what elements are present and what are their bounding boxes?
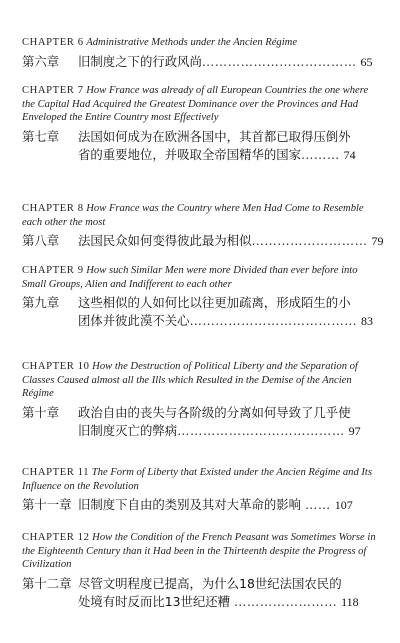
leader-dots: ……………………… — [251, 233, 368, 249]
chapter-label: CHAPTER 11 — [22, 467, 90, 478]
page-number: 118 — [341, 594, 359, 609]
chapter-label: CHAPTER 8 — [22, 203, 84, 214]
chapter-label: CHAPTER 7 — [22, 85, 84, 96]
chapter-label: CHAPTER 10 — [22, 361, 90, 372]
chapter-title-en: Administrative Methods under the Ancien Régime — [86, 37, 298, 48]
toc-entry-chapter-8[interactable] — [22, 202, 382, 250]
page-number: 97 — [348, 423, 361, 438]
chinese-heading — [22, 232, 382, 250]
chapter-number-zh: 第八章 — [22, 233, 60, 249]
chapter-number-zh: 第十一章 — [22, 497, 72, 513]
chinese-heading — [22, 294, 382, 330]
chapter-number-zh: 第十章 — [22, 404, 60, 420]
toc-entry-chapter-11[interactable] — [22, 466, 382, 514]
chapter-title-zh: 法国如何成为在欧洲各国中，其首都已取得压倒外 — [78, 128, 351, 144]
chapter-number-zh: 第七章 — [22, 128, 60, 144]
toc-entry-chapter-7[interactable] — [22, 84, 382, 164]
leader-dots: ………………………………… — [189, 313, 358, 329]
chapter-title-zh: 政治自由的丧失与各阶级的分离如何导致了几乎使 — [78, 404, 351, 420]
chapter-title-en: The Form of Liberty that Existed under the Ancien Régime and Its Influence on the Revolution — [22, 467, 372, 492]
english-heading — [22, 466, 382, 493]
chapter-title-zh-continued: 旧制度灭亡的弊病 — [78, 422, 178, 438]
english-heading — [22, 36, 382, 50]
toc-entry-chapter-12[interactable] — [22, 531, 382, 611]
chapter-title-zh-continued: 省的重要地位，并吸取全帝国精华的国家 — [78, 146, 302, 162]
chinese-heading — [22, 128, 382, 164]
page-number: 83 — [361, 314, 374, 329]
chapter-title-en: How France was already of all European Countries the one where the Capital Had Acquired the Greatest Dominance over the Provinces and Had Enveloped the Entire Country most Effectively — [22, 85, 369, 124]
chapter-number-zh: 第六章 — [22, 53, 60, 69]
chapter-number-zh: 第十二章 — [22, 575, 72, 591]
chinese-heading — [22, 404, 382, 440]
leader-dots: ……………………………… — [201, 53, 357, 69]
chinese-heading — [22, 53, 382, 71]
english-heading — [22, 360, 382, 401]
leader-dots: …………………… — [234, 593, 338, 609]
chapter-title-en: How France was the Country where Men Had Come to Resemble each other the most — [22, 203, 364, 228]
leader-dots: ……… — [301, 146, 340, 162]
chapter-title-zh: 这些相似的人如何比以往更加疏离，形成陌生的小 — [78, 295, 351, 311]
chapter-title-en: How the Destruction of Political Liberty and the Separation of Classes Caused almost all the Ills which Resulted in the Demise of the Ancien Régime — [22, 361, 358, 400]
page-number: 107 — [334, 498, 353, 513]
toc-entry-chapter-6[interactable] — [22, 36, 382, 71]
chapter-title-zh-continued: 处境有时反而比13世纪还糟 — [78, 593, 231, 609]
chapter-title-zh-continued: 团体并彼此漠不关心 — [78, 313, 190, 329]
page-number: 65 — [360, 54, 373, 69]
chapter-label: CHAPTER 12 — [22, 532, 90, 543]
toc-entry-chapter-9[interactable] — [22, 264, 382, 330]
leader-dots: ………………………………… — [177, 422, 345, 438]
chapter-title-zh: 法国民众如何变得彼此最为相似 — [78, 233, 252, 249]
chapter-title-zh: 旧制度下自由的类别及其对大革命的影响 — [78, 497, 302, 513]
chinese-heading — [22, 496, 382, 514]
toc-entry-chapter-10[interactable] — [22, 360, 382, 440]
chapter-number-zh: 第九章 — [22, 295, 60, 311]
english-heading — [22, 264, 382, 291]
chapter-label: CHAPTER 6 — [22, 37, 84, 48]
chapter-title-zh: 尽管文明程度已提高，为什么18世纪法国农民的 — [78, 575, 342, 591]
leader-dots: …… — [304, 497, 331, 513]
chinese-heading — [22, 575, 382, 611]
english-heading — [22, 531, 382, 572]
chapter-title-en: How such Similar Men were more Divided than ever before into Small Groups, Alien and Indifferent to each other — [22, 265, 358, 290]
chapter-title-zh: 旧制度之下的行政风尚 — [78, 53, 202, 69]
english-heading — [22, 202, 382, 229]
chapter-label: CHAPTER 9 — [22, 265, 84, 276]
page-number: 74 — [343, 147, 356, 162]
chapter-title-en: How the Condition of the French Peasant was Sometimes Worse in the Eighteenth Century than it Had been in the Thirteenth despite the Progress of Civilization — [22, 532, 376, 571]
page-number: 79 — [371, 234, 384, 249]
english-heading — [22, 84, 382, 125]
